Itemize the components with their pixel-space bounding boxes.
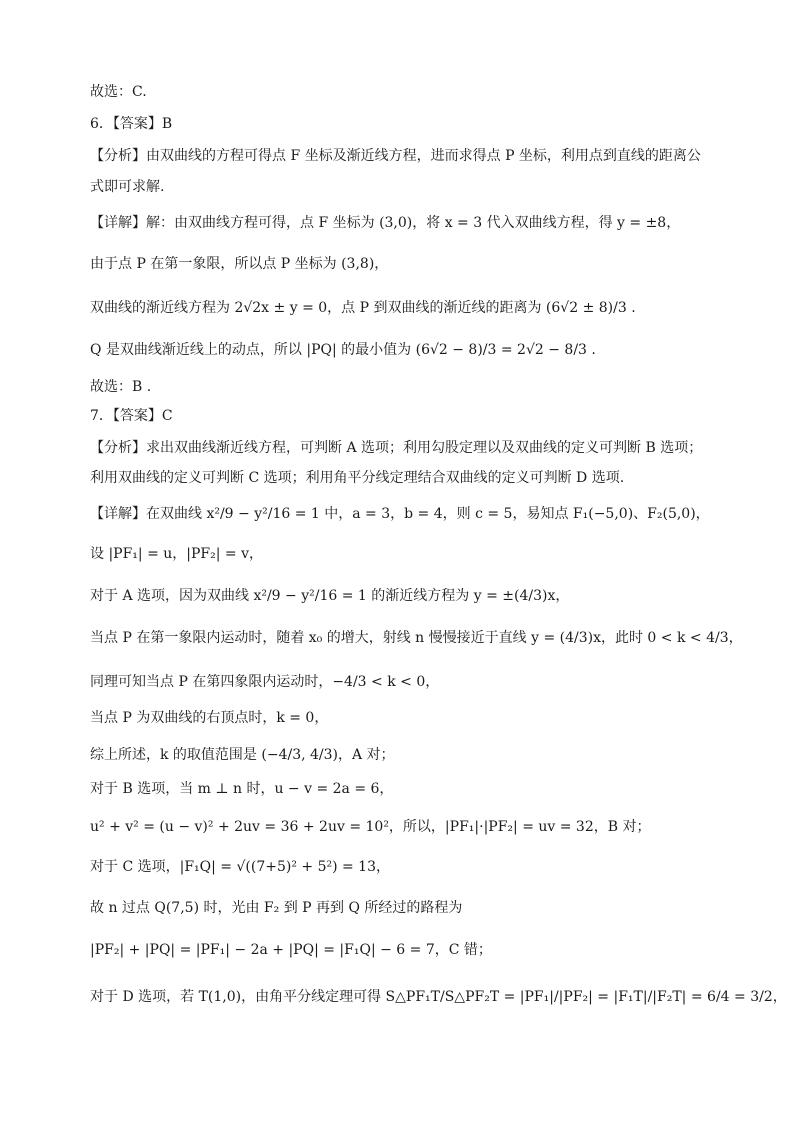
math-line: Q 是双曲线渐近线上的动点，所以 |PQ| 的最小值为 (6√2 − 8)/3 = 2√2 − 8/3 . — [90, 342, 596, 358]
text-line: 故选：B . — [90, 379, 152, 395]
text-line: 利用双曲线的定义可判断 C 选项；利用角平分线定理结合双曲线的定义可判断 D 选项. — [90, 470, 625, 486]
math-line: 综上所述，k 的取值范围是 (−4/3, 4/3)，A 对； — [90, 747, 395, 763]
math-line: 【详解】在双曲线 x²/9 − y²/16 = 1 中，a = 3，b = 4，则 c = 5，易知点 F₁(−5,0)、F₂(5,0)， — [90, 506, 710, 522]
analysis-line: 【分析】求出双曲线渐近线方程，可判断 A 选项；利用勾股定理以及双曲线的定义可判断 B 选项； — [90, 440, 703, 456]
math-line: 当点 P 在第一象限内运动时，随着 x₀ 的增大，射线 n 慢慢接近于直线 y = (4/3)x，此时 0 < k < 4/3， — [90, 630, 743, 646]
text-line: 式即可求解. — [90, 179, 165, 195]
math-line: 同理可知当点 P 在第四象限内运动时，−4/3 < k < 0， — [90, 674, 440, 690]
text-line: 故选：C. — [90, 84, 147, 100]
math-line: 双曲线的渐近线方程为 2√2x ± y = 0，点 P 到双曲线的渐近线的距离为 (6√2 ± 8)/3 . — [90, 300, 636, 316]
answer-heading: 6．【答案】B — [90, 116, 173, 132]
math-line: 设 |PF₁| = u，|PF₂| = v， — [90, 546, 263, 562]
analysis-line: 【分析】由双曲线的方程可得点 F 坐标及渐近线方程，进而求得点 P 坐标，利用点到直线的距离公 — [90, 148, 701, 164]
math-line: 当点 P 为双曲线的右顶点时，k = 0， — [90, 710, 329, 726]
math-line: 对于 D 选项，若 T(1,0)，由角平分线定理可得 S△PF₁T/S△PF₂T = |PF₁|/|PF₂| = |F₁T|/|F₂T| = 6/4 = 3/2， — [90, 989, 787, 1005]
detail-line: 【详解】解：由双曲线方程可得，点 F 坐标为 (3,0)，将 x = 3 代入双曲线方程，得 y = ±8， — [90, 215, 681, 231]
math-line: 对于 A 选项，因为双曲线 x²/9 − y²/16 = 1 的渐近线方程为 y = ±(4/3)x， — [90, 588, 570, 604]
math-line: 对于 C 选项，|F₁Q| = √((7+5)² + 5²) = 13， — [90, 859, 391, 875]
math-line: u² + v² = (u − v)² + 2uv = 36 + 2uv = 10²，所以，|PF₁|·|PF₂| = uv = 32，B 对； — [90, 819, 651, 835]
text-line: 由于点 P 在第一象限，所以点 P 坐标为 (3,8)， — [90, 256, 389, 272]
math-line: 对于 B 选项，当 m ⊥ n 时，u − v = 2a = 6， — [90, 781, 394, 797]
text-line: 故 n 过点 Q(7,5) 时，光由 F₂ 到 P 再到 Q 所经过的路程为 — [90, 900, 463, 916]
answer-heading: 7．【答案】C — [90, 408, 173, 424]
math-line: |PF₂| + |PQ| = |PF₁| − 2a + |PQ| = |F₁Q| − 6 = 7，C 错； — [90, 942, 492, 958]
